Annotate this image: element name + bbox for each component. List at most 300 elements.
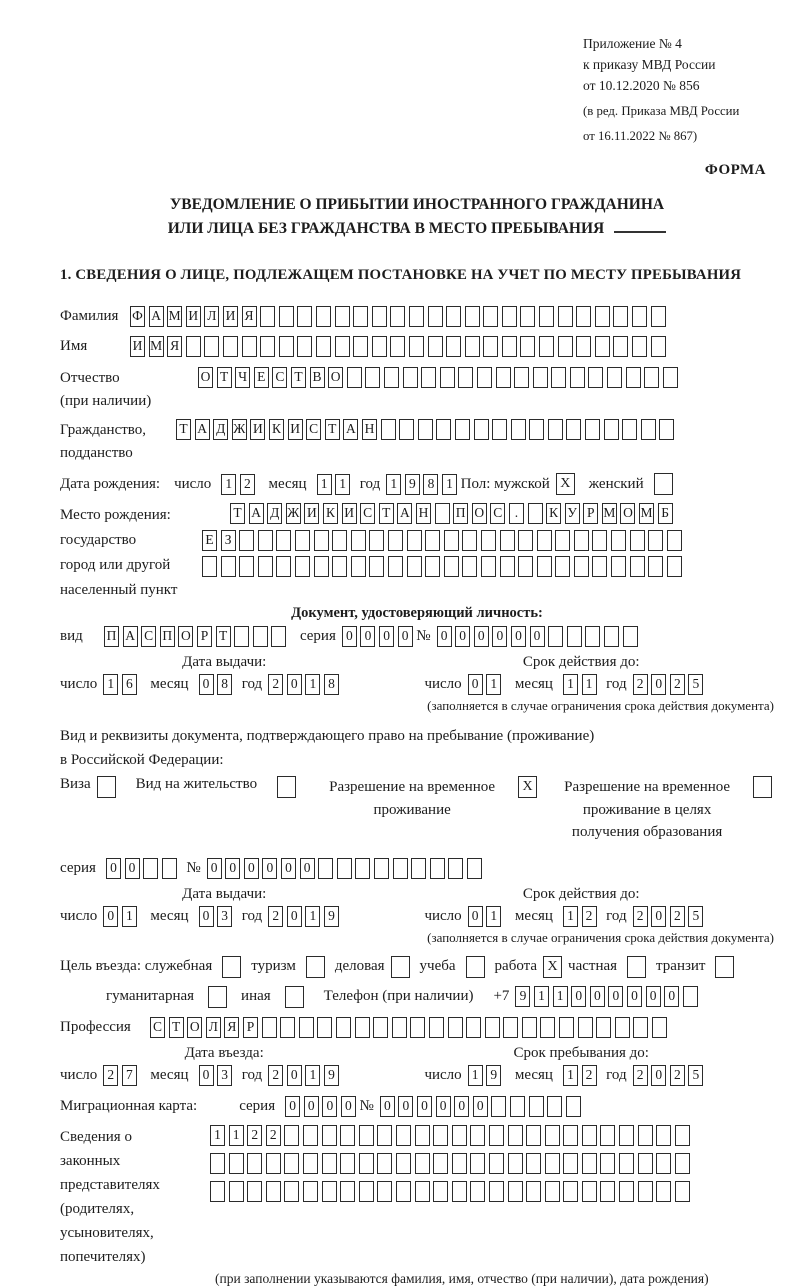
char-cell[interactable]	[448, 858, 463, 879]
char-cell[interactable]: 0	[468, 906, 483, 927]
char-cell[interactable]	[585, 626, 600, 647]
char-cell[interactable]	[143, 858, 158, 879]
char-cell[interactable]	[619, 1125, 634, 1146]
char-cell[interactable]	[638, 1181, 653, 1202]
char-cell[interactable]: 2	[670, 906, 685, 927]
char-cell[interactable]: 0	[646, 986, 661, 1007]
char-cell[interactable]: Т	[169, 1017, 184, 1038]
char-cell[interactable]: П	[160, 626, 175, 647]
char-cell[interactable]	[322, 1153, 337, 1174]
char-cell[interactable]	[548, 419, 563, 440]
char-cell[interactable]: 0	[207, 858, 222, 879]
char-cell[interactable]: 5	[688, 906, 703, 927]
char-cell[interactable]: И	[223, 306, 238, 327]
char-cell[interactable]: А	[149, 306, 164, 327]
char-cell[interactable]: Д	[213, 419, 228, 440]
char-cell[interactable]	[462, 530, 477, 551]
char-cell[interactable]: 1	[553, 986, 568, 1007]
char-cell[interactable]	[372, 306, 387, 327]
char-cell[interactable]	[638, 1125, 653, 1146]
char-cell[interactable]	[663, 367, 678, 388]
char-cell[interactable]	[303, 1153, 318, 1174]
char-cell[interactable]: 1	[582, 674, 597, 695]
char-cell[interactable]	[440, 367, 455, 388]
purpose-study-checkbox[interactable]	[466, 956, 485, 978]
char-cell[interactable]	[388, 556, 403, 577]
char-cell[interactable]: 9	[515, 986, 530, 1007]
char-cell[interactable]	[656, 1125, 671, 1146]
char-cell[interactable]	[648, 556, 663, 577]
char-cell[interactable]: 0	[287, 1065, 302, 1086]
char-cell[interactable]: К	[546, 503, 561, 524]
char-cell[interactable]: И	[250, 419, 265, 440]
char-cell[interactable]	[202, 556, 217, 577]
char-cell[interactable]	[428, 336, 443, 357]
char-cell[interactable]	[651, 306, 666, 327]
char-cell[interactable]	[353, 306, 368, 327]
char-cell[interactable]	[485, 1017, 500, 1038]
char-cell[interactable]: А	[195, 419, 210, 440]
char-cell[interactable]	[582, 1181, 597, 1202]
char-cell[interactable]: 0	[651, 1065, 666, 1086]
char-cell[interactable]: И	[130, 336, 145, 357]
char-cell[interactable]: 1	[563, 1065, 578, 1086]
char-cell[interactable]	[563, 1125, 578, 1146]
char-cell[interactable]	[229, 1181, 244, 1202]
visa-checkbox[interactable]	[97, 776, 116, 798]
char-cell[interactable]: 1	[317, 474, 332, 495]
char-cell[interactable]	[462, 556, 477, 577]
char-cell[interactable]	[465, 336, 480, 357]
char-cell[interactable]	[316, 306, 331, 327]
char-cell[interactable]	[448, 1017, 463, 1038]
char-cell[interactable]: 2	[633, 906, 648, 927]
char-cell[interactable]: 0	[627, 986, 642, 1007]
char-cell[interactable]	[411, 858, 426, 879]
char-cell[interactable]	[284, 1125, 299, 1146]
char-cell[interactable]	[613, 306, 628, 327]
char-cell[interactable]	[502, 306, 517, 327]
char-cell[interactable]: 0	[300, 858, 315, 879]
char-cell[interactable]	[514, 367, 529, 388]
char-cell[interactable]	[522, 1017, 537, 1038]
char-cell[interactable]	[332, 556, 347, 577]
char-cell[interactable]	[611, 556, 626, 577]
residence-permit-checkbox[interactable]	[277, 776, 296, 798]
char-cell[interactable]: 0	[417, 1096, 432, 1117]
char-cell[interactable]: Т	[325, 419, 340, 440]
char-cell[interactable]: 2	[103, 1065, 118, 1086]
purpose-other-checkbox[interactable]	[285, 986, 304, 1008]
char-cell[interactable]: 0	[341, 1096, 356, 1117]
char-cell[interactable]	[377, 1125, 392, 1146]
char-cell[interactable]	[276, 556, 291, 577]
char-cell[interactable]	[526, 1181, 541, 1202]
char-cell[interactable]	[390, 306, 405, 327]
char-cell[interactable]	[162, 858, 177, 879]
char-cell[interactable]: Ж	[232, 419, 247, 440]
char-cell[interactable]	[596, 1017, 611, 1038]
char-cell[interactable]: 9	[405, 474, 420, 495]
char-cell[interactable]: 0	[651, 906, 666, 927]
char-cell[interactable]: 0	[225, 858, 240, 879]
char-cell[interactable]	[276, 530, 291, 551]
char-cell[interactable]	[337, 858, 352, 879]
char-cell[interactable]: 0	[608, 986, 623, 1007]
char-cell[interactable]	[648, 530, 663, 551]
char-cell[interactable]: 2	[670, 674, 685, 695]
char-cell[interactable]: М	[149, 336, 164, 357]
char-cell[interactable]	[247, 1181, 262, 1202]
char-cell[interactable]: М	[602, 503, 617, 524]
char-cell[interactable]	[458, 367, 473, 388]
char-cell[interactable]	[435, 503, 450, 524]
char-cell[interactable]	[396, 1181, 411, 1202]
char-cell[interactable]: Р	[197, 626, 212, 647]
char-cell[interactable]	[299, 1017, 314, 1038]
char-cell[interactable]	[340, 1125, 355, 1146]
char-cell[interactable]	[409, 306, 424, 327]
char-cell[interactable]	[239, 556, 254, 577]
char-cell[interactable]: Т	[230, 503, 245, 524]
char-cell[interactable]	[503, 1017, 518, 1038]
char-cell[interactable]: 0	[571, 986, 586, 1007]
char-cell[interactable]: 0	[398, 626, 413, 647]
char-cell[interactable]: К	[323, 503, 338, 524]
char-cell[interactable]: Ж	[286, 503, 301, 524]
char-cell[interactable]	[558, 306, 573, 327]
sex-male-checkbox[interactable]: X	[556, 473, 575, 495]
char-cell[interactable]: 5	[688, 674, 703, 695]
char-cell[interactable]	[659, 419, 674, 440]
char-cell[interactable]: 0	[437, 626, 452, 647]
char-cell[interactable]	[467, 858, 482, 879]
char-cell[interactable]: 1	[534, 986, 549, 1007]
char-cell[interactable]	[340, 1153, 355, 1174]
char-cell[interactable]: Т	[291, 367, 306, 388]
char-cell[interactable]: 1	[122, 906, 137, 927]
char-cell[interactable]	[359, 1181, 374, 1202]
char-cell[interactable]	[582, 1125, 597, 1146]
char-cell[interactable]	[656, 1153, 671, 1174]
char-cell[interactable]: А	[343, 419, 358, 440]
char-cell[interactable]	[372, 336, 387, 357]
char-cell[interactable]: 1	[305, 1065, 320, 1086]
char-cell[interactable]	[570, 367, 585, 388]
char-cell[interactable]: 0	[651, 674, 666, 695]
char-cell[interactable]	[415, 1153, 430, 1174]
char-cell[interactable]: 0	[262, 858, 277, 879]
char-cell[interactable]: И	[304, 503, 319, 524]
char-cell[interactable]: 0	[380, 1096, 395, 1117]
char-cell[interactable]: 9	[324, 906, 339, 927]
char-cell[interactable]	[351, 556, 366, 577]
char-cell[interactable]	[317, 1017, 332, 1038]
char-cell[interactable]	[384, 367, 399, 388]
char-cell[interactable]: 0	[511, 626, 526, 647]
char-cell[interactable]	[481, 556, 496, 577]
char-cell[interactable]	[545, 1153, 560, 1174]
char-cell[interactable]	[520, 336, 535, 357]
char-cell[interactable]: К	[269, 419, 284, 440]
purpose-private-checkbox[interactable]	[627, 956, 646, 978]
char-cell[interactable]: О	[472, 503, 487, 524]
char-cell[interactable]	[604, 626, 619, 647]
char-cell[interactable]	[351, 530, 366, 551]
char-cell[interactable]: 1	[486, 674, 501, 695]
char-cell[interactable]	[258, 530, 273, 551]
char-cell[interactable]: О	[328, 367, 343, 388]
temp-permit-checkbox[interactable]: X	[518, 776, 537, 798]
char-cell[interactable]: 7	[122, 1065, 137, 1086]
char-cell[interactable]: 0	[664, 986, 679, 1007]
char-cell[interactable]: 5	[688, 1065, 703, 1086]
char-cell[interactable]	[555, 530, 570, 551]
purpose-official-checkbox[interactable]	[222, 956, 241, 978]
char-cell[interactable]	[623, 626, 638, 647]
char-cell[interactable]	[284, 1153, 299, 1174]
char-cell[interactable]: 1	[335, 474, 350, 495]
char-cell[interactable]	[604, 419, 619, 440]
char-cell[interactable]	[470, 1181, 485, 1202]
char-cell[interactable]	[396, 1153, 411, 1174]
char-cell[interactable]	[436, 419, 451, 440]
char-cell[interactable]	[433, 1181, 448, 1202]
char-cell[interactable]	[234, 626, 249, 647]
char-cell[interactable]: 1	[563, 674, 578, 695]
char-cell[interactable]	[279, 336, 294, 357]
char-cell[interactable]: 1	[103, 674, 118, 695]
char-cell[interactable]: Д	[267, 503, 282, 524]
char-cell[interactable]	[415, 1125, 430, 1146]
char-cell[interactable]	[407, 556, 422, 577]
char-cell[interactable]	[433, 1153, 448, 1174]
char-cell[interactable]	[652, 1017, 667, 1038]
char-cell[interactable]	[335, 306, 350, 327]
char-cell[interactable]: Я	[242, 306, 257, 327]
char-cell[interactable]	[396, 1125, 411, 1146]
purpose-business-checkbox[interactable]	[391, 956, 410, 978]
char-cell[interactable]: 2	[268, 906, 283, 927]
char-cell[interactable]	[314, 530, 329, 551]
char-cell[interactable]	[526, 1153, 541, 1174]
char-cell[interactable]: 1	[229, 1125, 244, 1146]
char-cell[interactable]: 0	[454, 1096, 469, 1117]
char-cell[interactable]	[477, 367, 492, 388]
char-cell[interactable]	[576, 306, 591, 327]
char-cell[interactable]	[470, 1153, 485, 1174]
char-cell[interactable]: 1	[305, 674, 320, 695]
char-cell[interactable]	[221, 556, 236, 577]
char-cell[interactable]: 2	[582, 906, 597, 927]
char-cell[interactable]	[496, 367, 511, 388]
char-cell[interactable]	[675, 1153, 690, 1174]
char-cell[interactable]	[377, 1181, 392, 1202]
char-cell[interactable]: 2	[633, 674, 648, 695]
char-cell[interactable]	[373, 1017, 388, 1038]
char-cell[interactable]	[204, 336, 219, 357]
char-cell[interactable]: 6	[122, 674, 137, 695]
char-cell[interactable]	[607, 367, 622, 388]
char-cell[interactable]	[418, 419, 433, 440]
char-cell[interactable]	[558, 336, 573, 357]
char-cell[interactable]	[540, 1017, 555, 1038]
char-cell[interactable]	[322, 1125, 337, 1146]
char-cell[interactable]	[510, 1096, 525, 1117]
char-cell[interactable]	[656, 1181, 671, 1202]
char-cell[interactable]	[242, 336, 257, 357]
char-cell[interactable]	[392, 1017, 407, 1038]
char-cell[interactable]	[529, 1096, 544, 1117]
char-cell[interactable]	[303, 1125, 318, 1146]
char-cell[interactable]	[353, 336, 368, 357]
char-cell[interactable]: 8	[423, 474, 438, 495]
char-cell[interactable]: 0	[342, 626, 357, 647]
char-cell[interactable]	[651, 336, 666, 357]
char-cell[interactable]: 0	[590, 986, 605, 1007]
char-cell[interactable]: 0	[244, 858, 259, 879]
char-cell[interactable]	[335, 336, 350, 357]
char-cell[interactable]	[466, 1017, 481, 1038]
char-cell[interactable]: 1	[442, 474, 457, 495]
char-cell[interactable]	[537, 556, 552, 577]
char-cell[interactable]: 2	[633, 1065, 648, 1086]
char-cell[interactable]: 0	[492, 626, 507, 647]
char-cell[interactable]	[474, 419, 489, 440]
char-cell[interactable]	[247, 1153, 262, 1174]
char-cell[interactable]: 2	[247, 1125, 262, 1146]
char-cell[interactable]: 0	[304, 1096, 319, 1117]
char-cell[interactable]: Т	[176, 419, 191, 440]
char-cell[interactable]: 0	[473, 1096, 488, 1117]
char-cell[interactable]: 1	[221, 474, 236, 495]
char-cell[interactable]	[271, 626, 286, 647]
char-cell[interactable]	[489, 1125, 504, 1146]
char-cell[interactable]	[545, 1125, 560, 1146]
char-cell[interactable]: 2	[582, 1065, 597, 1086]
char-cell[interactable]	[545, 1181, 560, 1202]
char-cell[interactable]: 2	[268, 1065, 283, 1086]
char-cell[interactable]	[297, 306, 312, 327]
char-cell[interactable]	[600, 1181, 615, 1202]
char-cell[interactable]: Е	[202, 530, 217, 551]
char-cell[interactable]	[336, 1017, 351, 1038]
char-cell[interactable]	[683, 986, 698, 1007]
char-cell[interactable]	[428, 306, 443, 327]
char-cell[interactable]	[567, 626, 582, 647]
char-cell[interactable]	[489, 1153, 504, 1174]
char-cell[interactable]	[615, 1017, 630, 1038]
char-cell[interactable]	[600, 1153, 615, 1174]
char-cell[interactable]	[381, 419, 396, 440]
char-cell[interactable]: Т	[217, 367, 232, 388]
char-cell[interactable]	[539, 306, 554, 327]
char-cell[interactable]: М	[167, 306, 182, 327]
char-cell[interactable]	[266, 1153, 281, 1174]
char-cell[interactable]: 0	[455, 626, 470, 647]
char-cell[interactable]: 0	[530, 626, 545, 647]
char-cell[interactable]	[393, 858, 408, 879]
purpose-humanitarian-checkbox[interactable]	[208, 986, 227, 1008]
char-cell[interactable]	[529, 419, 544, 440]
char-cell[interactable]	[537, 530, 552, 551]
char-cell[interactable]	[303, 1181, 318, 1202]
char-cell[interactable]: Л	[206, 1017, 221, 1038]
char-cell[interactable]	[425, 530, 440, 551]
char-cell[interactable]	[279, 306, 294, 327]
char-cell[interactable]	[630, 556, 645, 577]
char-cell[interactable]	[483, 336, 498, 357]
char-cell[interactable]	[316, 336, 331, 357]
char-cell[interactable]	[675, 1181, 690, 1202]
char-cell[interactable]	[284, 1181, 299, 1202]
sex-female-checkbox[interactable]	[654, 473, 673, 495]
char-cell[interactable]	[481, 530, 496, 551]
char-cell[interactable]	[563, 1181, 578, 1202]
char-cell[interactable]	[390, 336, 405, 357]
char-cell[interactable]	[388, 530, 403, 551]
char-cell[interactable]	[332, 530, 347, 551]
temp-permit-edu-checkbox[interactable]	[753, 776, 772, 798]
char-cell[interactable]: 0	[106, 858, 121, 879]
char-cell[interactable]: С	[306, 419, 321, 440]
char-cell[interactable]	[399, 419, 414, 440]
char-cell[interactable]	[359, 1125, 374, 1146]
char-cell[interactable]: О	[620, 503, 635, 524]
char-cell[interactable]	[492, 419, 507, 440]
char-cell[interactable]	[675, 1125, 690, 1146]
char-cell[interactable]	[229, 1153, 244, 1174]
char-cell[interactable]	[266, 1181, 281, 1202]
char-cell[interactable]	[489, 1181, 504, 1202]
char-cell[interactable]	[508, 1181, 523, 1202]
char-cell[interactable]: 0	[199, 674, 214, 695]
char-cell[interactable]	[409, 336, 424, 357]
char-cell[interactable]	[452, 1181, 467, 1202]
char-cell[interactable]	[508, 1125, 523, 1146]
char-cell[interactable]	[355, 858, 370, 879]
char-cell[interactable]	[318, 858, 333, 879]
char-cell[interactable]: 0	[199, 906, 214, 927]
char-cell[interactable]	[592, 530, 607, 551]
char-cell[interactable]	[210, 1181, 225, 1202]
char-cell[interactable]: И	[342, 503, 357, 524]
char-cell[interactable]	[260, 336, 275, 357]
char-cell[interactable]	[595, 336, 610, 357]
char-cell[interactable]	[632, 336, 647, 357]
char-cell[interactable]: 0	[398, 1096, 413, 1117]
char-cell[interactable]: 9	[324, 1065, 339, 1086]
char-cell[interactable]	[500, 556, 515, 577]
char-cell[interactable]: С	[360, 503, 375, 524]
char-cell[interactable]	[210, 1153, 225, 1174]
char-cell[interactable]: О	[187, 1017, 202, 1038]
char-cell[interactable]	[444, 530, 459, 551]
char-cell[interactable]	[585, 419, 600, 440]
char-cell[interactable]	[295, 556, 310, 577]
char-cell[interactable]: 2	[670, 1065, 685, 1086]
char-cell[interactable]: А	[249, 503, 264, 524]
char-cell[interactable]: 0	[199, 1065, 214, 1086]
char-cell[interactable]	[280, 1017, 295, 1038]
char-cell[interactable]: С	[272, 367, 287, 388]
char-cell[interactable]: У	[565, 503, 580, 524]
char-cell[interactable]	[470, 1125, 485, 1146]
purpose-tourism-checkbox[interactable]	[306, 956, 325, 978]
char-cell[interactable]: Ф	[130, 306, 145, 327]
char-cell[interactable]	[533, 367, 548, 388]
char-cell[interactable]: 2	[268, 674, 283, 695]
